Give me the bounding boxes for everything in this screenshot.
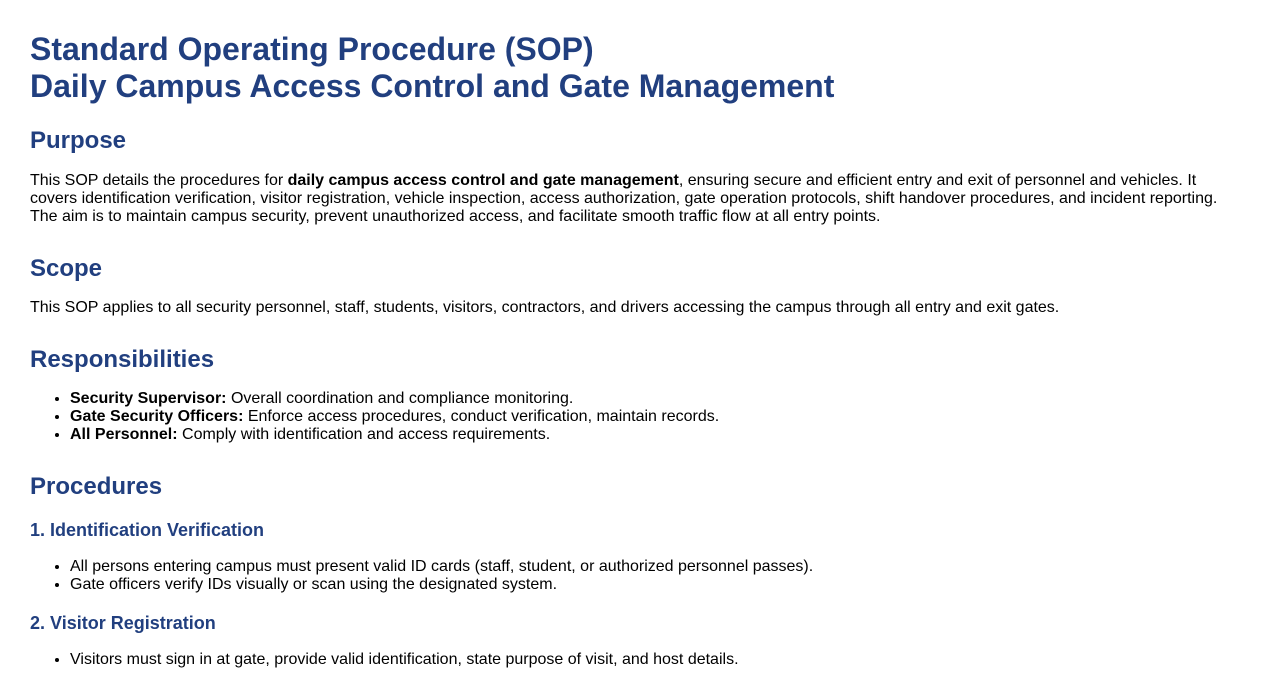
list-item: • Visitors must sign in at gate, provide valid identification, state purpose of visit, and host details. [70,651,1233,669]
purpose-text-bold: daily campus access control and gate management [287,172,679,189]
responsibilities-heading: Responsibilities [30,346,215,373]
purpose-text-after: , ensuring secure and efficient entry and exit of personnel and vehicles. It covers identification verification, visitor registration, vehicle inspection, access authorization, gate operation protocols, shift handover procedures, and incident reporting. The aim is to maintain campus security, prevent unauthorized access, and facilitate smooth traffic flow at all entry points. [30,172,1218,225]
role-description: Comply with identification and access requirements. [177,426,551,443]
procedure-list [30,558,1233,594]
role-description: Enforce access procedures, conduct verification, maintain records. [243,408,720,425]
procedure-section-heading: 2. Visitor Registration [30,613,216,633]
purpose-text-before: This SOP details the procedures for [30,172,288,189]
list-item: • All persons entering campus must present valid ID cards (staff, student, or authorized personnel passes). [70,558,1233,576]
role-label: Security Supervisor: [70,390,227,407]
role-description: Overall coordination and compliance monitoring. [226,390,574,407]
list-item [70,390,1233,408]
role-label: All Personnel: [70,426,178,443]
list-item [70,426,1233,444]
scope-heading: Scope [30,255,103,282]
procedures-heading: Procedures [30,473,163,500]
list-item [70,408,1233,426]
scope-paragraph: This SOP applies to all security personnel, staff, students, visitors, contractors, and drivers accessing the campus through all entry and exit gates. [30,299,1060,316]
purpose-heading: Purpose [30,127,127,154]
responsibilities-list [30,390,1233,444]
page-title [30,0,1233,105]
list-item: • Gate officers verify IDs visually or scan using the designated system. [70,576,1233,594]
title-line-2: Daily Campus Access Control and Gate Management [30,68,835,104]
procedure-section-heading: 1. Identification Verification [30,520,265,540]
procedure-list [30,651,1233,669]
purpose-paragraph [30,172,1233,226]
title-line-1: Standard Operating Procedure (SOP) [30,31,594,67]
role-label: Gate Security Officers: [70,408,244,425]
